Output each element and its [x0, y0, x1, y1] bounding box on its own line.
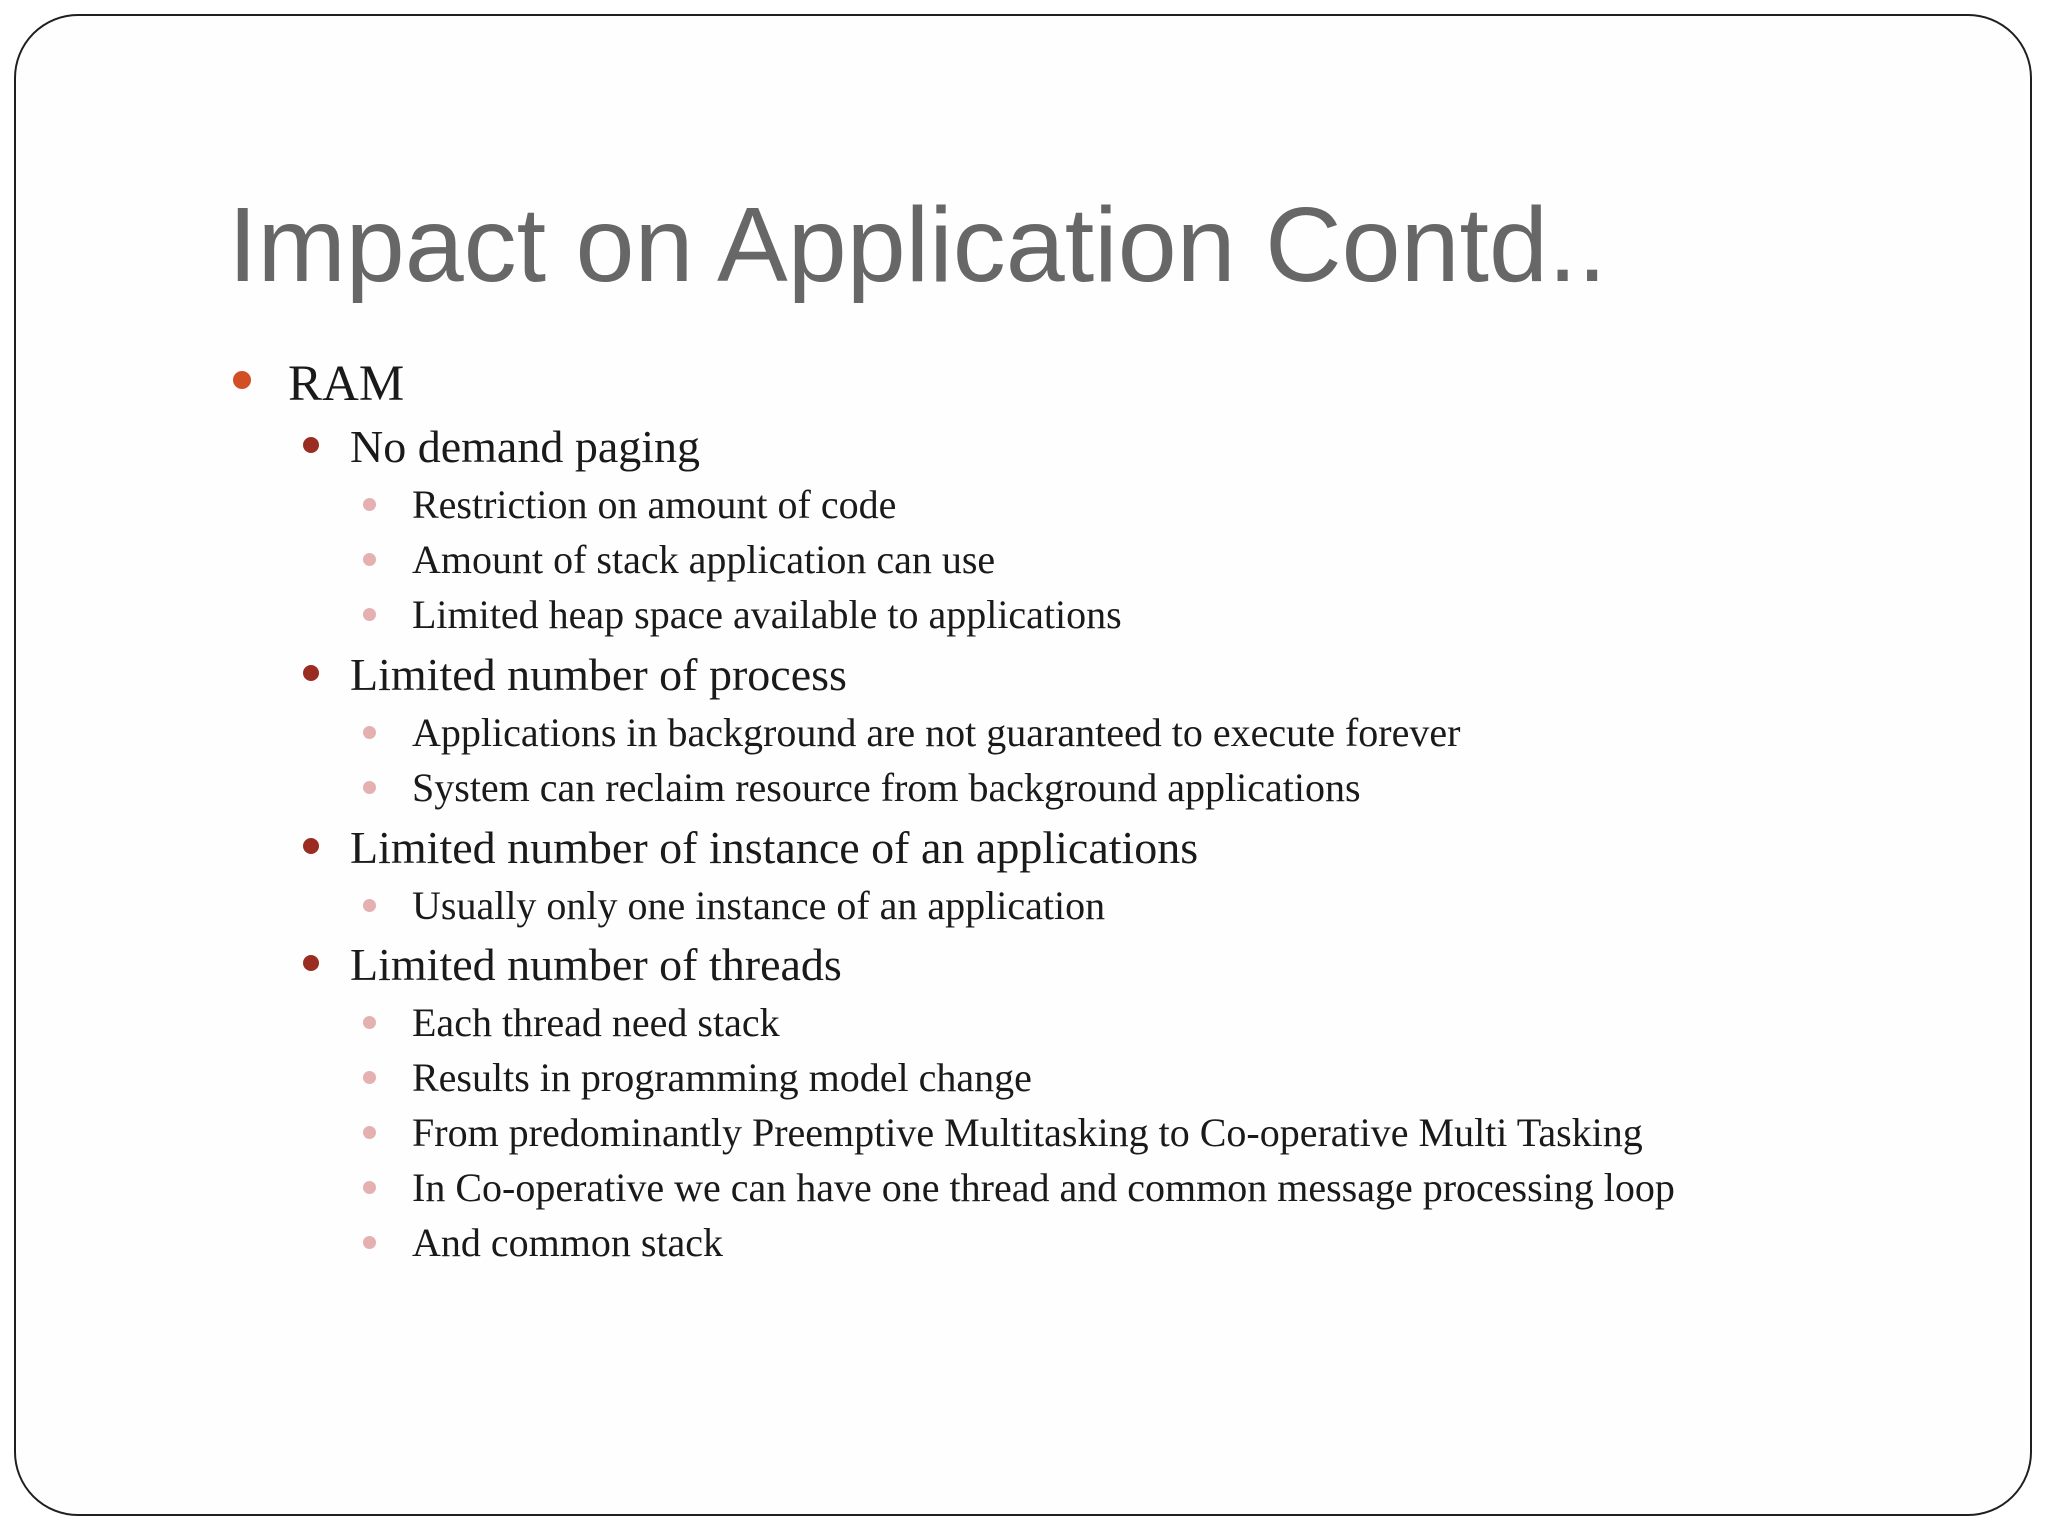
- bullet-item: Results in programming model change: [412, 1055, 1032, 1100]
- bullet-dot-icon: [303, 665, 319, 681]
- bullet-item: Usually only one instance of an application: [412, 883, 1106, 928]
- bullet-item: And common stack: [412, 1220, 724, 1265]
- bullet-item: From predominantly Preemptive Multitasking to Co-operative Multi Tasking: [412, 1110, 1643, 1155]
- bullet-item: Limited number of threads: [350, 939, 842, 990]
- bullet-item: Limited number of instance of an applications: [350, 822, 1199, 873]
- bullet-item: Limited heap space available to applications: [412, 592, 1122, 637]
- bullet-dot-icon: [363, 608, 376, 621]
- bullet-item: RAM: [288, 356, 405, 412]
- bullet-item: Amount of stack application can use: [412, 537, 996, 582]
- bullet-dot-icon: [363, 498, 376, 511]
- bullet-item: Each thread need stack: [412, 1000, 780, 1045]
- bullet-item: No demand paging: [350, 421, 701, 472]
- bullet-dot-icon: [363, 781, 376, 794]
- slide-title: Impact on Application Contd..: [228, 186, 1607, 304]
- bullet-dot-icon: [363, 1181, 376, 1194]
- bullet-dot-icon: [363, 1071, 376, 1084]
- bullet-item: In Co-operative we can have one thread and common message processing loop: [412, 1165, 1675, 1210]
- bullet-dot-icon: [363, 899, 376, 912]
- bullet-dot-icon: [303, 955, 319, 971]
- bullet-dot-icon: [363, 1016, 376, 1029]
- bullet-dot-icon: [233, 371, 251, 389]
- bullet-item: Restriction on amount of code: [412, 482, 897, 527]
- bullet-dot-icon: [303, 437, 319, 453]
- bullet-dot-icon: [363, 1236, 376, 1249]
- bullet-item: Applications in background are not guaranteed to execute forever: [412, 710, 1461, 755]
- bullet-item: Limited number of process: [350, 649, 847, 700]
- bullet-dot-icon: [363, 1126, 376, 1139]
- bullet-dot-icon: [363, 553, 376, 566]
- bullet-dot-icon: [303, 838, 319, 854]
- slide: [14, 14, 2032, 1516]
- bullet-dot-icon: [363, 726, 376, 739]
- bullet-list: [16, 16, 2030, 1514]
- bullet-item: System can reclaim resource from background applications: [412, 765, 1361, 810]
